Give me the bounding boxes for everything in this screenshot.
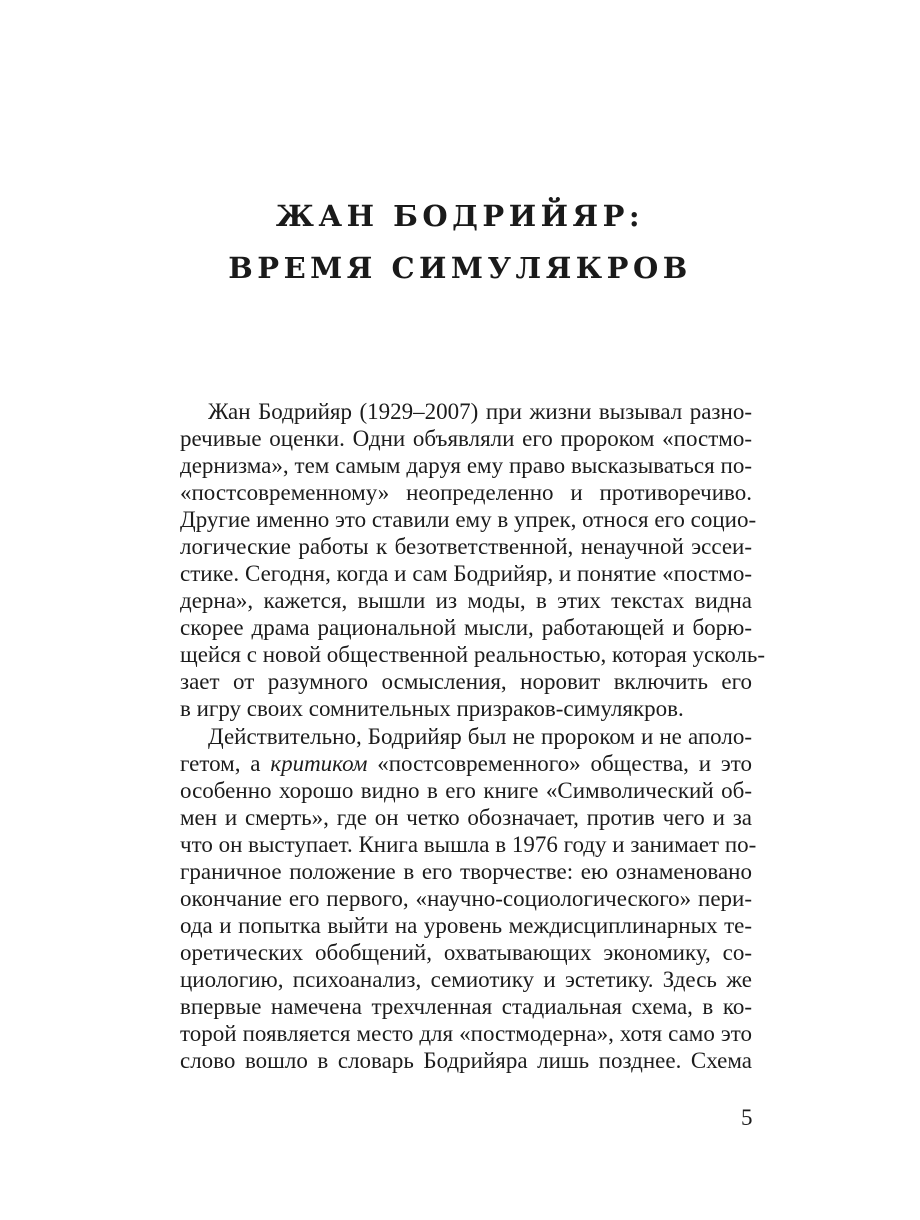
text-run: гетом, а bbox=[180, 751, 271, 776]
page-number: 5 bbox=[741, 1105, 753, 1130]
paragraph-2-line: граничное положение в его творчестве: ею ознаменовано bbox=[180, 859, 752, 884]
paragraph-1-line: скорее драма рациональной мысли, работающей и борю- bbox=[180, 615, 752, 640]
paragraph-2-line: оретических обобщений, охватывающих экономику, со- bbox=[180, 940, 752, 965]
paragraph-1-line: щейся с новой общественной реальностью, которая усколь- bbox=[180, 642, 766, 667]
paragraph-1-line: логические работы к безответственной, ненаучной эссеи- bbox=[180, 534, 752, 559]
paragraph-1-line: речивые оценки. Одни объявляли его пророком «постмо- bbox=[180, 426, 752, 451]
paragraph-2-line: торой появляется место для «постмодерна», хотя само это bbox=[180, 1021, 752, 1046]
chapter-title-line-1: ЖАН БОДРИЙЯР: bbox=[275, 199, 645, 233]
paragraph-1-line: зает от разумного осмысления, норовит включить его bbox=[180, 669, 752, 694]
paragraph-2-line: слово вошло в словарь Бодрийяра лишь позднее. Схема bbox=[180, 1048, 752, 1073]
paragraph-1-line: дернизма», тем самым даруя ему право высказываться по- bbox=[180, 453, 752, 478]
italic-emphasis: критиком bbox=[270, 751, 368, 776]
paragraph-1-line: Жан Бодрийяр (1929–2007) при жизни вызывал разно- bbox=[208, 399, 752, 424]
paragraph-2-line: впервые намечена трехчленная стадиальная схема, в ко- bbox=[180, 994, 752, 1019]
paragraph-1-line: Другие именно это ставили ему в упрек, относя его социо- bbox=[180, 507, 757, 532]
paragraph-1-line: стике. Сегодня, когда и сам Бодрийяр, и понятие «постмо- bbox=[180, 561, 752, 586]
paragraph-2-line: мен и смерть», где он четко обозначает, против чего и за bbox=[180, 805, 752, 830]
paragraph-2-line bbox=[180, 749, 752, 779]
paragraph-2-line: Действительно, Бодрийяр был не пророком и не аполо- bbox=[208, 724, 752, 749]
paragraph-2-line: что он выступает. Книга вышла в 1976 году и занимает по- bbox=[180, 832, 757, 857]
paragraph-1-line: «постсовременному» неопределенно и противоречиво. bbox=[180, 480, 752, 505]
paragraph-2-line: ода и попытка выйти на уровень междисциплинарных те- bbox=[180, 913, 752, 938]
paragraph-2-line: циологию, психоанализ, семиотику и эстетику. Здесь же bbox=[180, 967, 752, 992]
chapter-title-line-2: ВРЕМЯ СИМУЛЯКРОВ bbox=[228, 251, 692, 285]
paragraph-1-line: дерна», кажется, вышли из моды, в этих текстах видна bbox=[180, 588, 752, 613]
chapter-title bbox=[0, 190, 920, 294]
paragraph-2-line: особенно хорошо видно в его книге «Символический об- bbox=[180, 778, 752, 803]
paragraph-1-line: в игру своих сомнительных призраков-симулякров. bbox=[180, 696, 684, 721]
paragraph-2-line: окончание его первого, «научно-социологического» пери- bbox=[180, 886, 752, 911]
text-run: «постсовременного» общества, и это bbox=[367, 751, 752, 776]
